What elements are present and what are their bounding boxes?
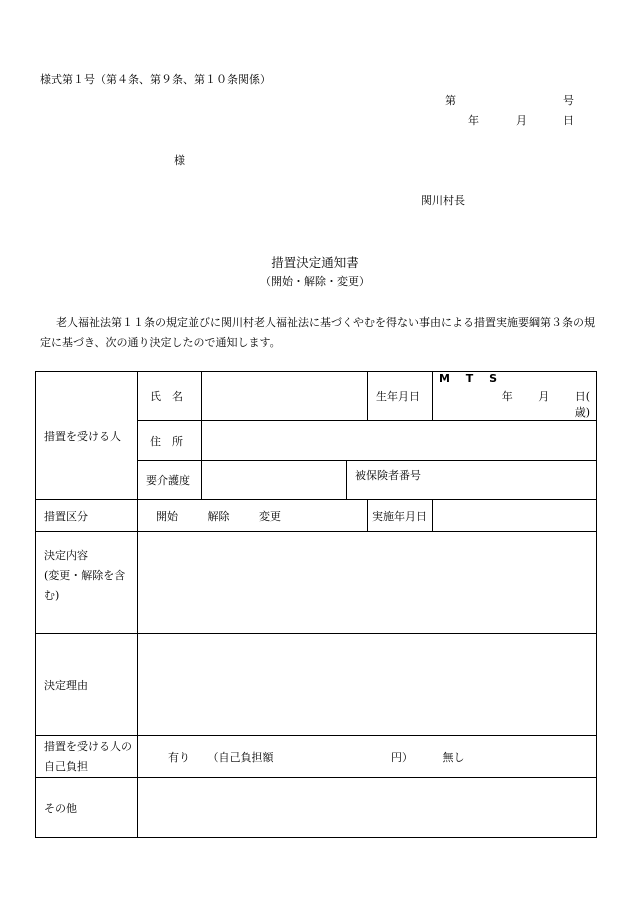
address-label: 住 所 — [138, 421, 202, 461]
birthdate-field[interactable] — [433, 372, 597, 421]
implementation-date-label: 実施年月日 — [368, 500, 433, 532]
dob-age: 歳) — [574, 406, 590, 419]
insured-number-label: 被保険者番号 — [355, 469, 421, 482]
decision-reason-label: 決定理由 — [36, 634, 138, 736]
dob-month: 月 — [538, 390, 550, 403]
care-level-field[interactable] — [202, 461, 347, 500]
decision-content-label: 決定内容 (変更・解除を含む) — [36, 532, 138, 634]
name-field[interactable] — [202, 372, 368, 421]
date-month: 月 — [516, 114, 527, 127]
date-year: 年 — [468, 114, 479, 127]
category-option-change[interactable]: 変更 — [259, 509, 281, 523]
era-options: M T S — [439, 372, 504, 385]
body-text: 老人福祉法第１１条の規定並びに関川村老人福祉法に基づくやむを得ない事由による措置実施要綱第３条の規定に基づき、次の通り決定したので通知します。 — [40, 316, 595, 349]
category-label: 措置区分 — [36, 500, 138, 532]
date-day: 日 — [563, 114, 574, 127]
copay-label: 措置を受ける人の自己負担 — [36, 736, 138, 778]
number-suffix: 号 — [563, 94, 574, 107]
number-prefix: 第 — [445, 94, 456, 107]
issuer: 関川村長 — [421, 194, 465, 207]
dob-units — [439, 388, 596, 420]
decision-table — [35, 371, 597, 838]
address-field[interactable] — [202, 421, 597, 461]
care-level-label: 要介護度 — [138, 461, 202, 500]
decision-content-field[interactable] — [138, 532, 597, 634]
document-subtitle: （開始・解除・変更） — [260, 275, 370, 288]
other-field[interactable] — [138, 778, 597, 838]
copay-field — [138, 736, 597, 778]
copay-yes-option[interactable]: 有り — [168, 750, 190, 764]
other-label: その他 — [36, 778, 138, 838]
implementation-date-field[interactable] — [433, 500, 597, 532]
decision-reason-field[interactable] — [138, 634, 597, 736]
copay-no-option[interactable]: 無し — [442, 750, 465, 764]
category-option-cancel[interactable]: 解除 — [207, 509, 230, 523]
dob-year: 年 — [501, 390, 513, 403]
dob-day: 日( — [574, 390, 590, 403]
copay-yen: 円） — [391, 750, 413, 764]
category-options — [138, 500, 368, 532]
document-title: 措置決定通知書 — [271, 255, 359, 270]
name-label: 氏 名 — [138, 372, 202, 421]
form-reference: 様式第１号（第４条、第９条、第１０条関係） — [40, 73, 271, 86]
birthdate-label: 生年月日 — [368, 372, 433, 421]
insured-number-field[interactable] — [347, 461, 597, 500]
recipient-label: 措置を受ける人 — [36, 372, 138, 500]
copay-amount-label: （自己負担額 — [207, 750, 274, 764]
addressee: 様 — [174, 154, 185, 167]
category-option-start[interactable]: 開始 — [156, 509, 178, 523]
